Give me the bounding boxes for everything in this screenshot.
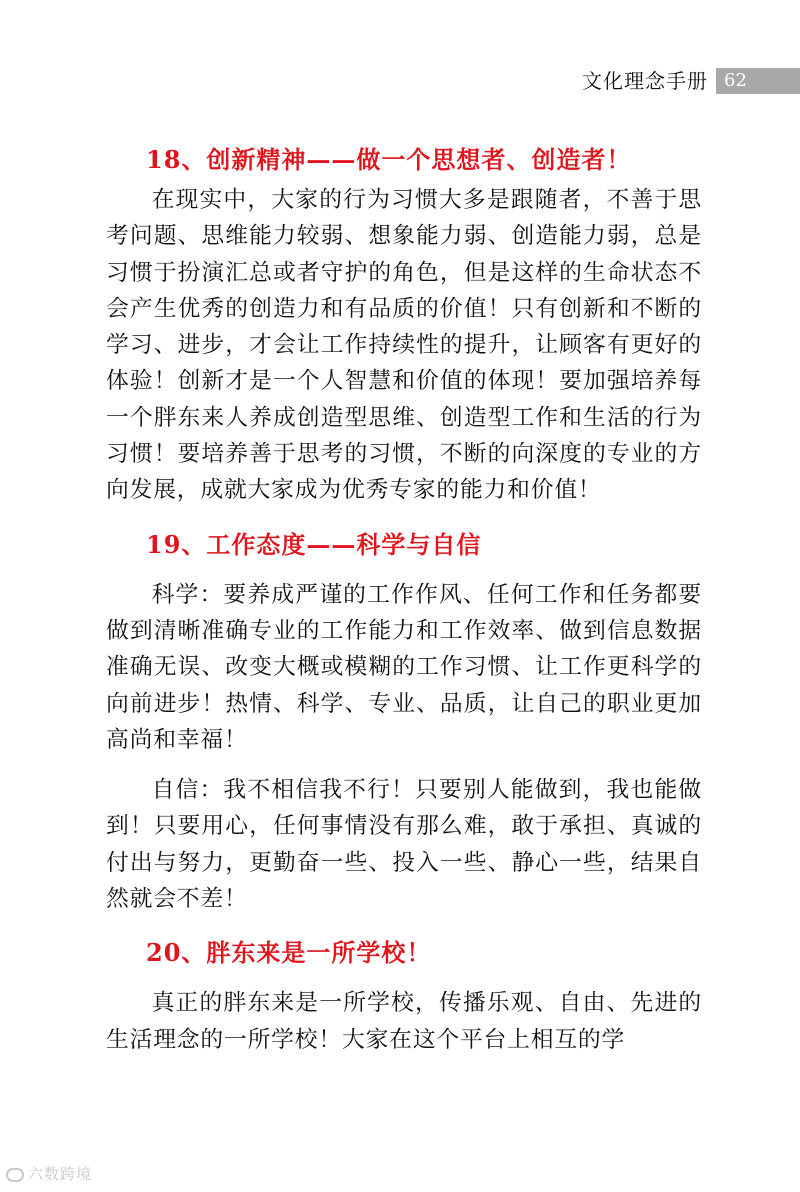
section-heading-20: 20、胖东来是一所学校！ (146, 938, 432, 968)
page-header (0, 66, 800, 96)
section-heading-19: 19、工作态度——科学与自信 (146, 529, 482, 559)
section-19-paragraph-science: 科学：要养成严谨的工作作风、任何工作和任务都要做到清晰准确专业的工作能力和工作效率、做到信息数据准确无误、改变大概或模糊的工作习惯、让工作更科学的向前进步！热情、科学、专业、品质，让自己的职业更加高尚和幸福！ (106, 581, 702, 753)
section-heading-18: 18、创新精神——做一个思想者、创造者！ (146, 145, 632, 174)
page-content (106, 138, 702, 1058)
watermark-logo-icon (6, 1168, 24, 1182)
watermark (6, 1164, 92, 1184)
page-number: 62 (724, 70, 747, 91)
section-20-paragraph: 真正的胖东来是一所学校，传播乐观、自由、先进的生活理念的一所学校！大家在这个平台上相互的学 (106, 990, 702, 1053)
page-number-tab (716, 68, 800, 94)
section-19-paragraph-confidence: 自信：我不相信我不行！只要别人能做到，我也能做到！只要用心，任何事情没有那么难，敢于承担、真诚的付出与努力，更勤奋一些、投入一些、静心一些，结果自然就会不差！ (106, 777, 702, 913)
section-18-paragraph: 在现实中，大家的行为习惯大多是跟随者，不善于思考问题、思维能力较弱、想象能力弱、创造能力弱，总是习惯于扮演汇总或者守护的角色，但是这样的生命状态不会产生优秀的创造力和有品质的价值！只有创新和不断的学习、进步，才会让工作持续性的提升，让顾客有更好的体验！创新才是一个人智慧和价值的体现！要加强培养每一个胖东来人养成创造型思维、创造型工作和生活的行为习惯！要培养善于思考的习惯，不断的向深度的专业的方向发展，成就大家成为优秀专家的能力和价值！ (106, 187, 702, 504)
watermark-text: 六数跨境 (28, 1165, 93, 1183)
book-title: 文化理念手册 (582, 69, 708, 93)
